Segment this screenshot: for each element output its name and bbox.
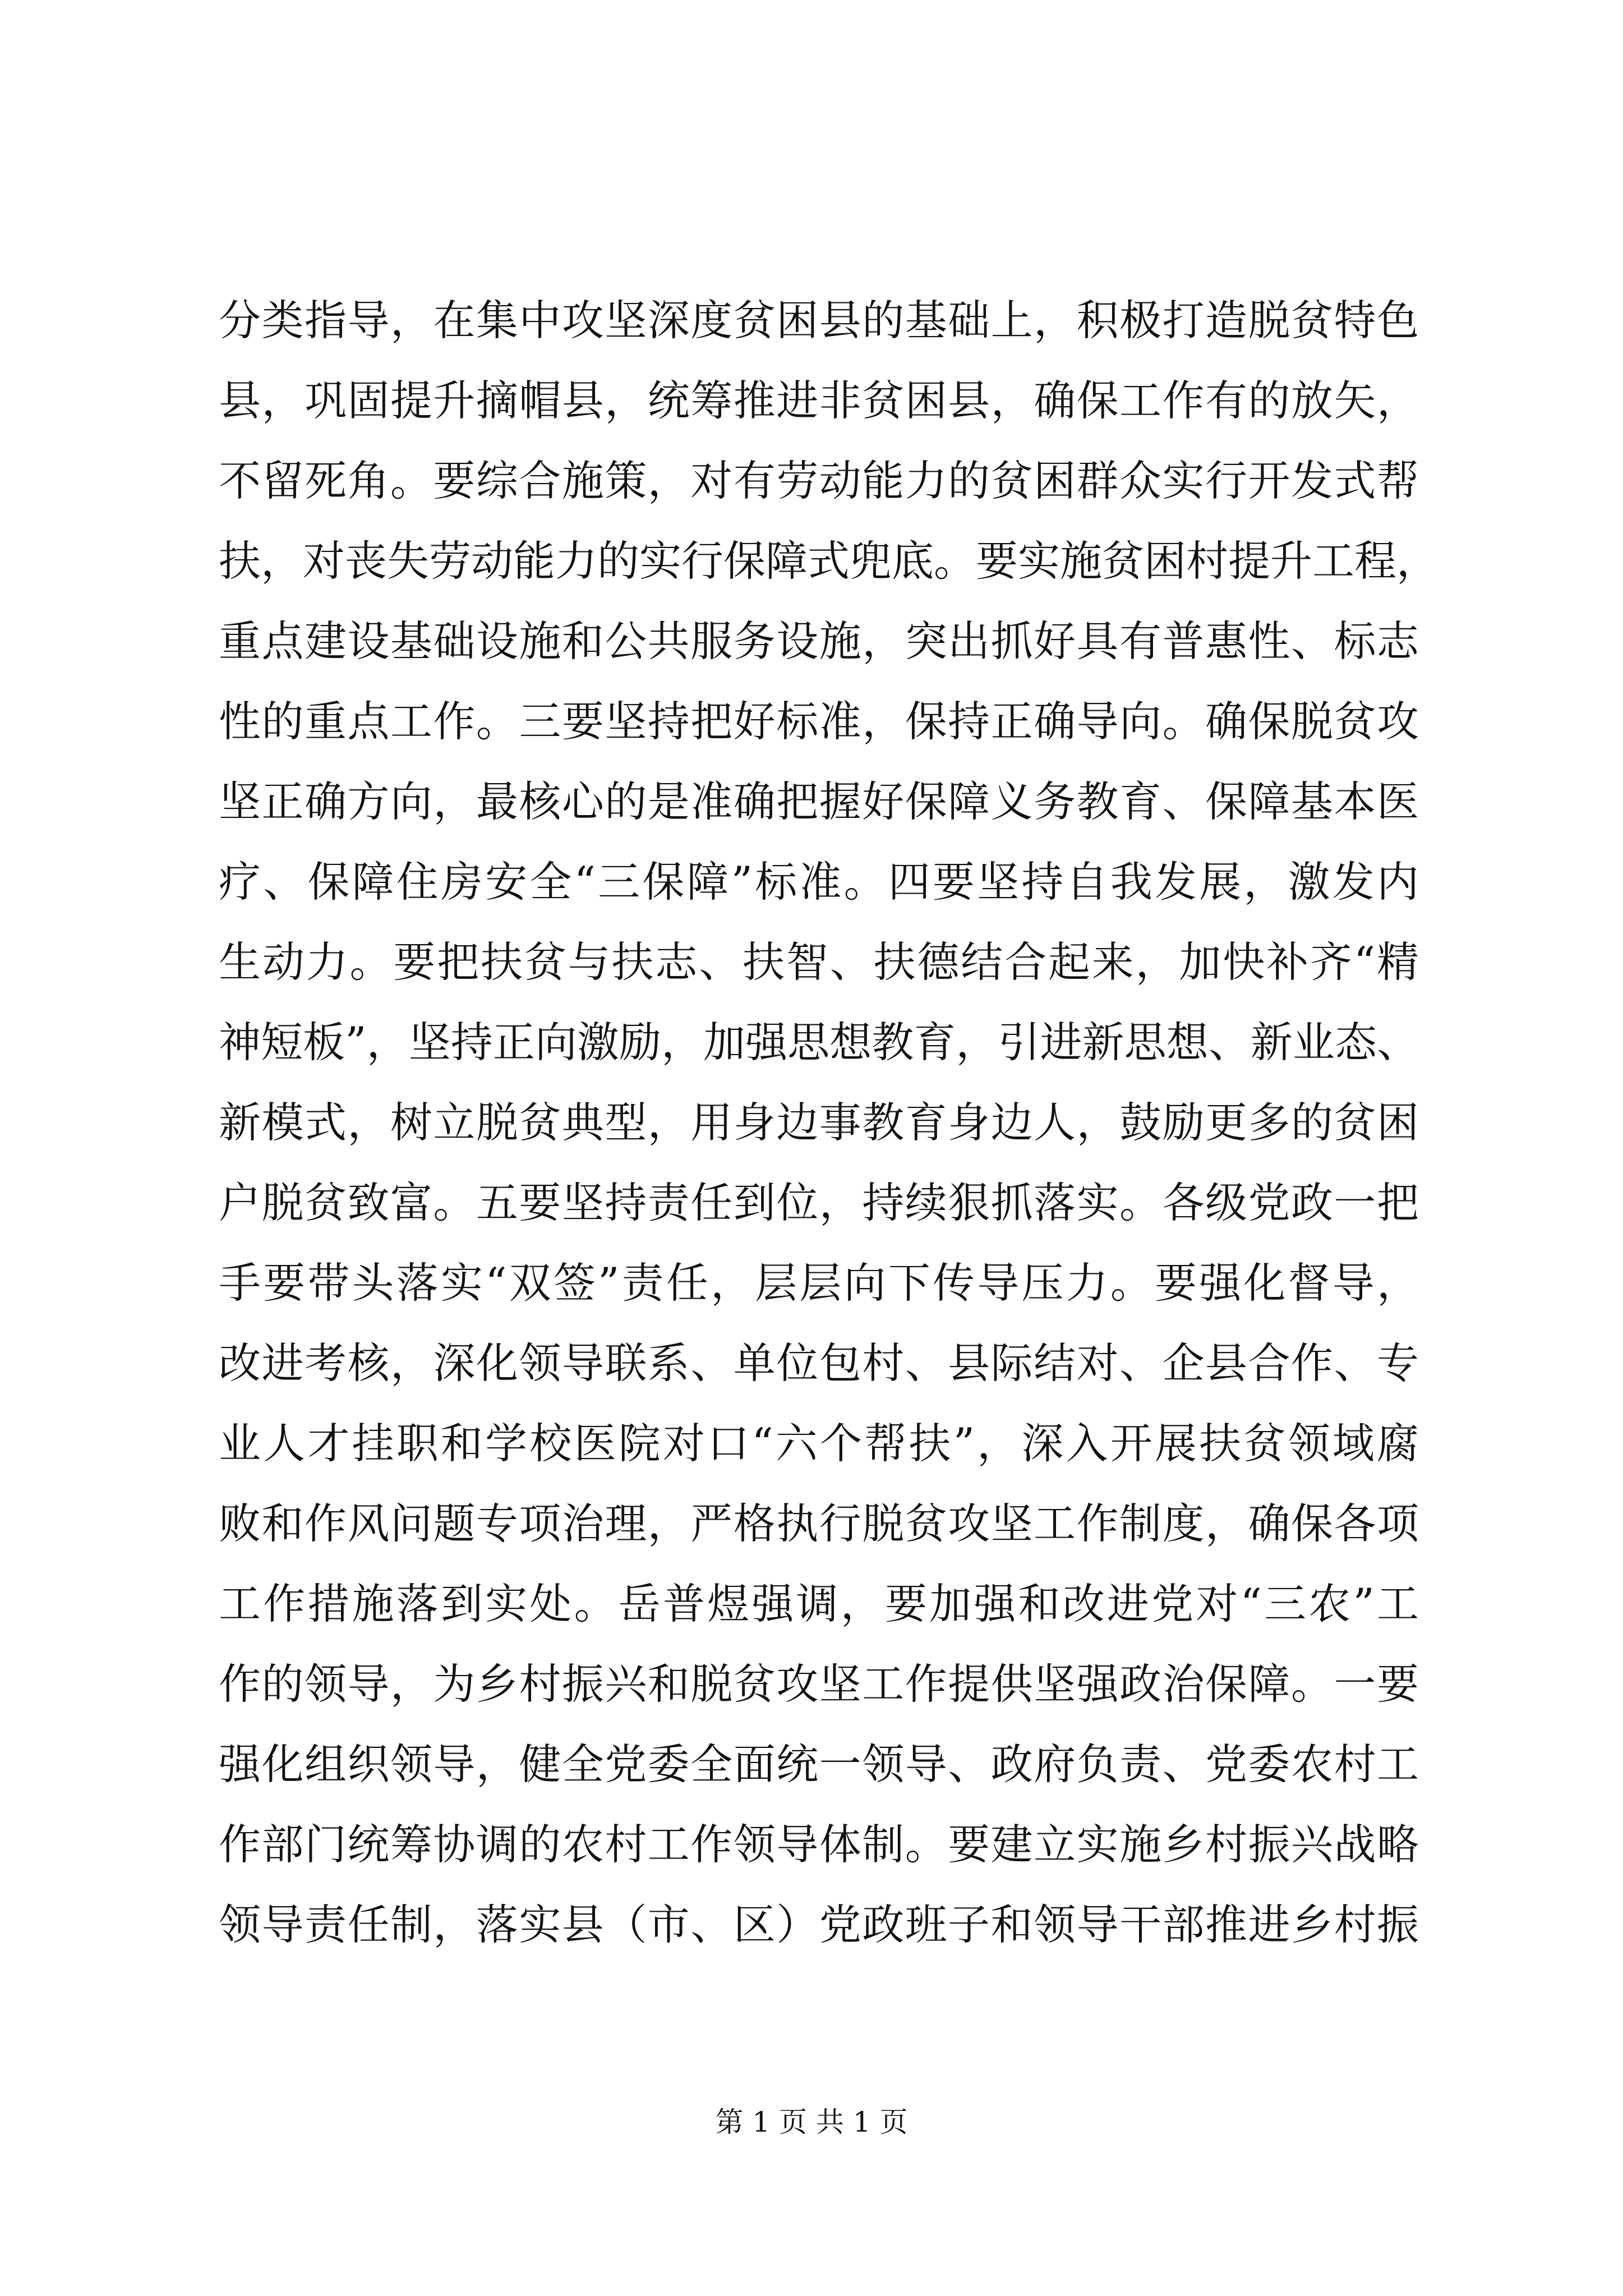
- page-number-footer: 第 1 页 共 1 页: [715, 2106, 908, 2138]
- text-line: 扶，对丧失劳动能力的实行保障式兜底。要实施贫困村提升工程，: [219, 536, 1439, 586]
- text-line: 手要带头落实“双签”责任，层层向下传导压力。要强化督导，: [219, 1258, 1419, 1308]
- text-line: 败和作风问题专项治理，严格执行脱贫攻坚工作制度，确保各项: [219, 1499, 1419, 1548]
- text-line: 疗、保障住房安全“三保障”标准。四要坚持自我发展，激发内: [219, 857, 1419, 907]
- text-line: 领导责任制，落实县（市、区）党政班子和领导干部推进乡村振: [219, 1900, 1419, 1949]
- text-line: 神短板”，坚持正向激励，加强思想教育，引进新思想、新业态、: [219, 1018, 1419, 1067]
- text-line: 作的领导，为乡村振兴和脱贫攻坚工作提供坚强政治保障。一要: [219, 1659, 1419, 1709]
- text-line: 工作措施落到实处。岳普煜强调，要加强和改进党对“三农”工: [219, 1579, 1419, 1628]
- text-line: 强化组织领导，健全党委全面统一领导、政府负责、党委农村工: [219, 1740, 1419, 1789]
- text-line: 改进考核，深化领导联系、单位包村、县际结对、企县合作、专: [219, 1338, 1419, 1388]
- text-line: 作部门统筹协调的农村工作领导体制。要建立实施乡村振兴战略: [219, 1820, 1419, 1869]
- text-line: 生动力。要把扶贫与扶志、扶智、扶德结合起来，加快补齐“精: [219, 937, 1419, 987]
- text-line: 县，巩固提升摘帽县，统筹推进非贫困县，确保工作有的放矢，: [219, 376, 1419, 425]
- body-paragraph: [219, 280, 1439, 1965]
- text-line: 重点建设基础设施和公共服务设施，突出抓好具有普惠性、标志: [219, 616, 1419, 666]
- text-line: 分类指导，在集中攻坚深度贫困县的基础上，积极打造脱贫特色: [219, 296, 1419, 345]
- text-line: 户脱贫致富。五要坚持责任到位，持续狠抓落实。各级党政一把: [219, 1178, 1419, 1227]
- text-line: 不留死角。要综合施策，对有劳动能力的贫困群众实行开发式帮: [219, 456, 1419, 505]
- text-line: 性的重点工作。三要坚持把好标准，保持正确导向。确保脱贫攻: [219, 697, 1419, 746]
- text-line: 坚正确方向，最核心的是准确把握好保障义务教育、保障基本医: [219, 777, 1419, 826]
- text-line: 新模式，树立脱贫典型，用身边事教育身边人，鼓励更多的贫困: [219, 1098, 1419, 1147]
- text-line: 业人才挂职和学校医院对口“六个帮扶”，深入开展扶贫领域腐: [219, 1419, 1419, 1468]
